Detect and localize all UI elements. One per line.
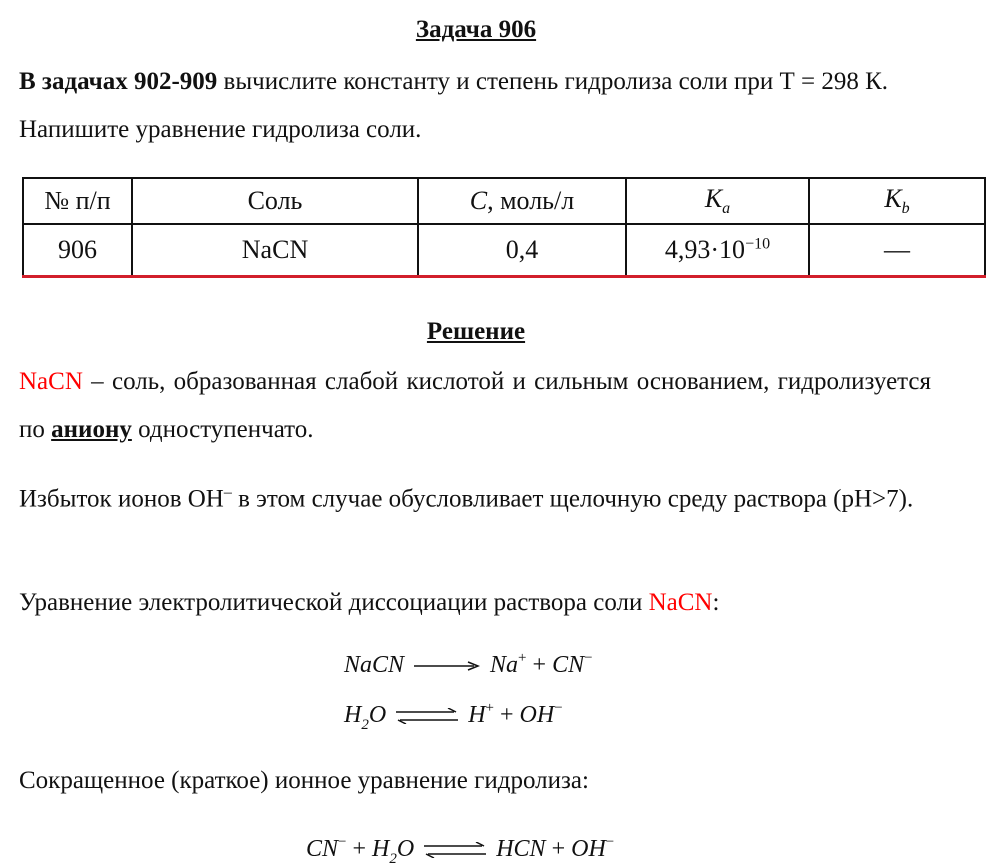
- cell-kb: —: [809, 224, 985, 277]
- equation-hydrolysis: $CN^- + H_2O$ HCN + OH−: [306, 834, 615, 867]
- header-ka: $K_a$: [626, 178, 809, 224]
- solution-title: Решение: [426, 318, 526, 345]
- equation-dissociation-salt: NaCN Na+ + CN−: [344, 650, 593, 678]
- equilibrium-arrow-icon: [396, 708, 458, 724]
- salt-formula-2: NaCN: [648, 589, 713, 616]
- header-salt: Соль: [132, 178, 418, 224]
- header-num: № п/п: [23, 178, 132, 224]
- task-text: вычислите константу и степень гидролиза соли при Т = 298 К. Напишите уравнение гидролиза соли.: [19, 68, 888, 143]
- solution-paragraph-3: Уравнение электролитической диссоциации раствора соли NaCN:: [19, 589, 720, 616]
- salt-formula: NaCN: [19, 368, 83, 395]
- data-table: [22, 177, 986, 278]
- cell-ka: $4,93\cdot 10^{-10}$: [626, 224, 809, 277]
- header-conc: C, моль/л: [418, 178, 626, 224]
- solution-paragraph-2: Избыток ионов ОН– в этом случае обусловливает щелочную среду раствора (рН>7).: [19, 484, 914, 513]
- task-statement: [19, 58, 931, 154]
- forward-arrow-icon: [414, 660, 480, 672]
- cell-conc: 0,4: [418, 224, 626, 277]
- task-range: В задачах 902-909: [19, 68, 218, 95]
- cell-num: 906: [23, 224, 132, 277]
- header-kb: $K_b$: [809, 178, 985, 224]
- solution-paragraph-1: NaCN – соль, образованная слабой кислотой и сильным основанием, гидролизуется по аниону одноступенчато.: [19, 368, 931, 443]
- cell-salt: NaCN: [132, 224, 418, 277]
- table-header-row: [23, 178, 985, 224]
- table-row: [23, 224, 985, 277]
- equation-dissociation-water: $H_2O$ H+ + OH−: [344, 700, 563, 733]
- anion-emphasis: аниону: [51, 416, 132, 443]
- solution-paragraph-4: Сокращенное (краткое) ионное уравнение гидролиза:: [19, 767, 589, 794]
- equilibrium-arrow-icon: [424, 842, 486, 858]
- task-title: Задача 906: [415, 16, 537, 43]
